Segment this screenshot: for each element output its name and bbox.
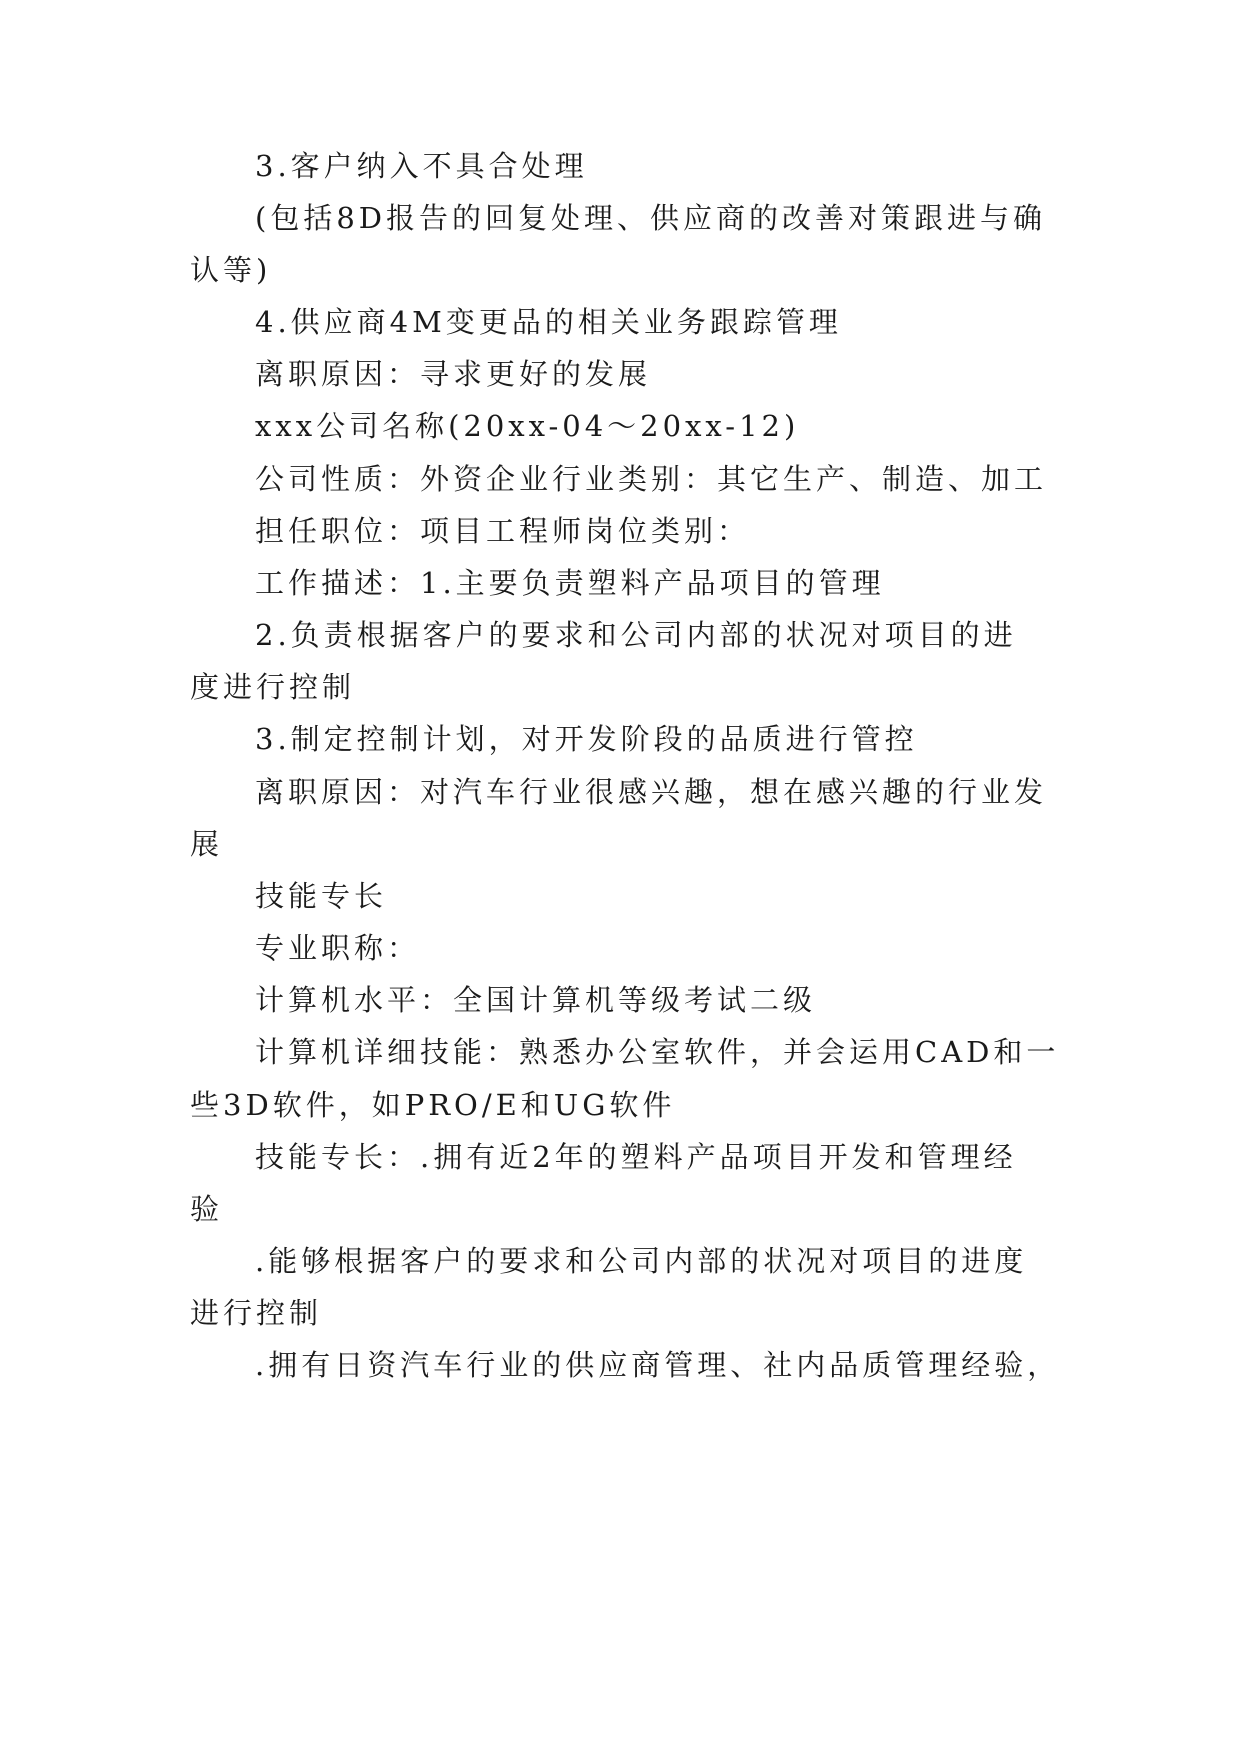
text-line: 计算机水平：全国计算机等级考试二级 <box>255 983 817 1017</box>
text-line: .能够根据客户的要求和公司内部的状况对项目的进度 <box>255 1244 1028 1278</box>
text-line: 展 <box>190 827 224 861</box>
text-line: 度进行控制 <box>190 670 356 704</box>
text-line: 4.供应商4M变更品的相关业务跟踪管理 <box>255 305 842 339</box>
text-line: 进行控制 <box>190 1296 323 1330</box>
text-line: 验 <box>190 1192 224 1226</box>
text-line: 认等) <box>190 253 272 287</box>
text-line: 3.客户纳入不具合处理 <box>255 149 588 183</box>
text-line: 2.负责根据客户的要求和公司内部的状况对项目的进 <box>255 618 1017 652</box>
text-line: 3.制定控制计划，对开发阶段的品质进行管控 <box>255 722 918 756</box>
text-line: .拥有日资汽车行业的供应商管理、社内品质管理经验， <box>255 1348 1061 1382</box>
text-line: 技能专长：.拥有近2年的塑料产品项目开发和管理经 <box>255 1140 1017 1174</box>
text-line: 计算机详细技能：熟悉办公室软件，并会运用CAD和一 <box>255 1035 1060 1069</box>
text-line: (包括8D报告的回复处理、供应商的改善对策跟进与确 <box>255 201 1047 235</box>
text-line: 离职原因：寻求更好的发展 <box>255 357 652 391</box>
text-line: 担任职位：项目工程师岗位类别： <box>255 514 751 548</box>
text-line: 离职原因：对汽车行业很感兴趣，想在感兴趣的行业发 <box>255 775 1048 809</box>
text-line: 公司性质：外资企业行业类别：其它生产、制造、加工 <box>255 462 1048 496</box>
text-line: 技能专长 <box>255 879 388 913</box>
text-line: 些3D软件，如PRO/E和UG软件 <box>190 1088 676 1122</box>
text-line: xxx公司名称(20xx-04～20xx-12) <box>255 409 800 443</box>
text-line: 工作描述：1.主要负责塑料产品项目的管理 <box>255 566 885 600</box>
text-line: 专业职称： <box>255 931 421 965</box>
